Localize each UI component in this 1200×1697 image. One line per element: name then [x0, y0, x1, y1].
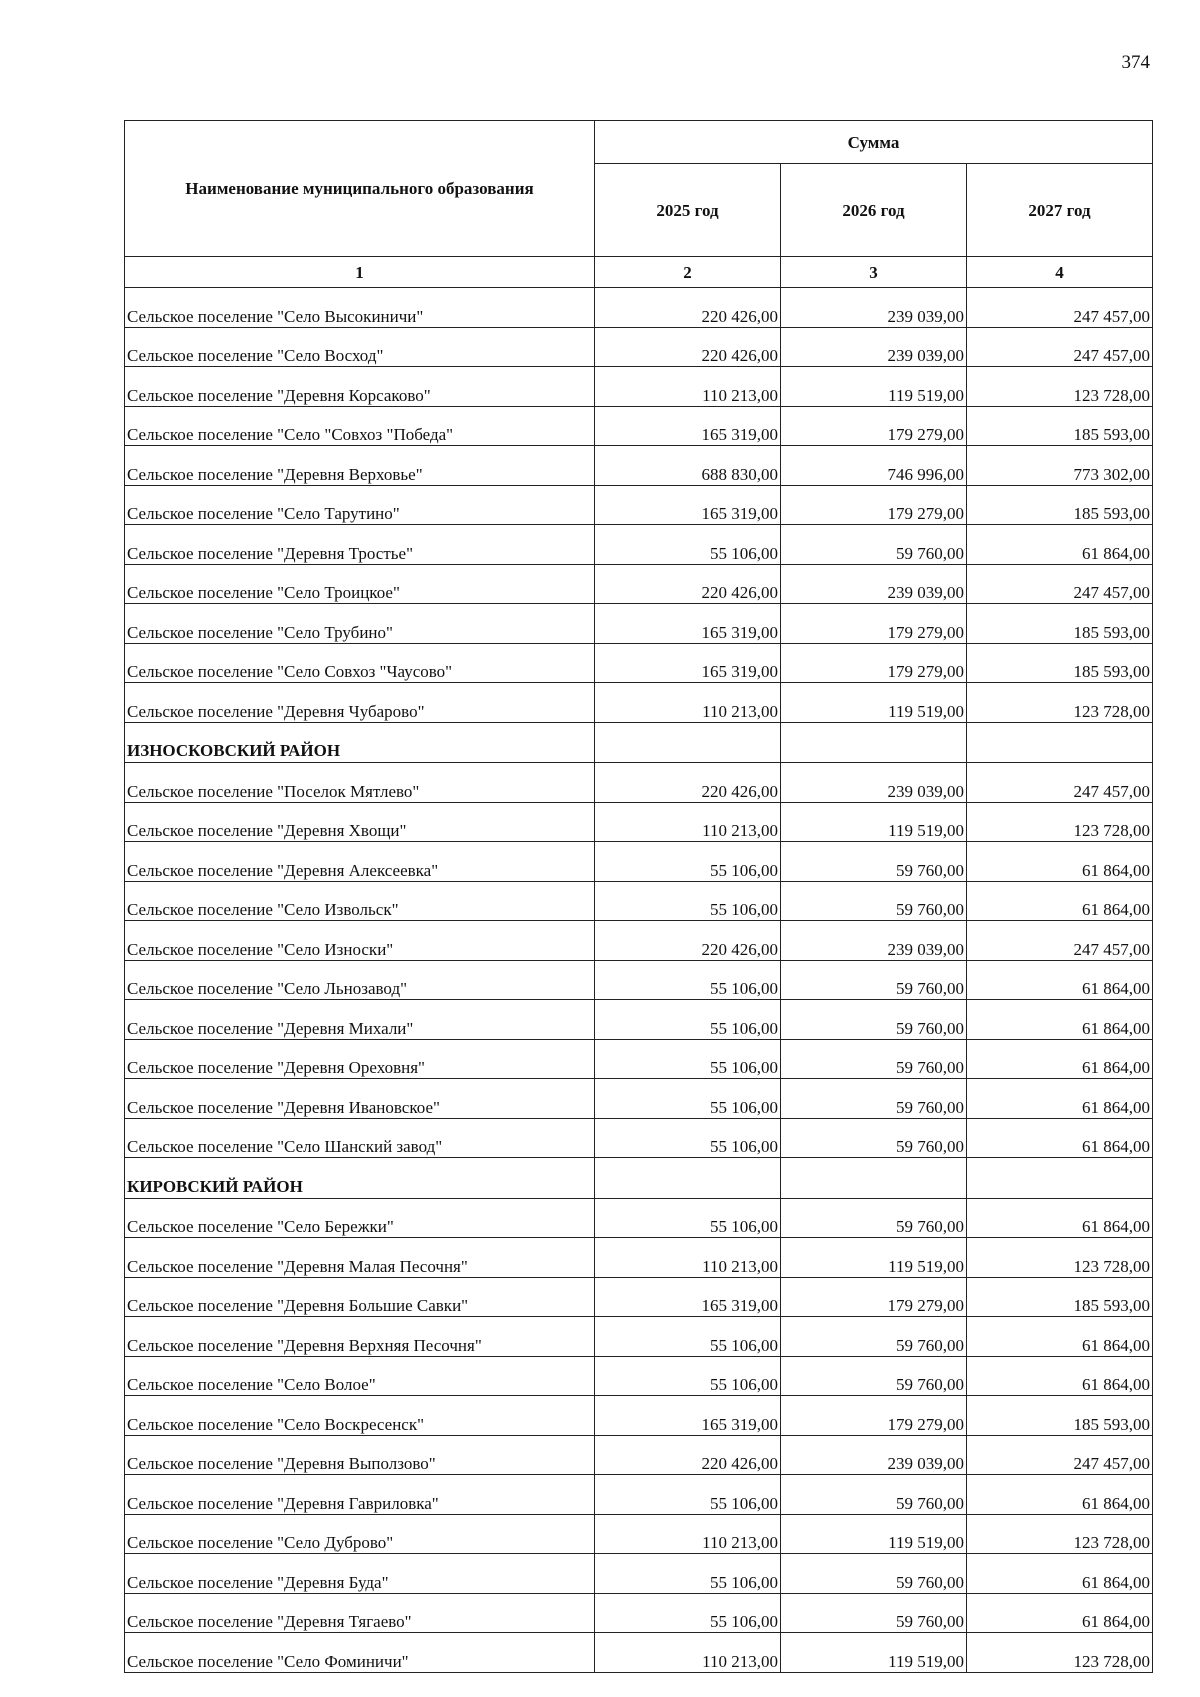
amount-2026: 239 039,00 [781, 288, 967, 328]
settlement-name: Сельское поселение "Село Воскресенск" [125, 1396, 595, 1436]
section-title: ИЗНОСКОВСКИЙ РАЙОН [125, 722, 595, 763]
settlement-name: Сельское поселение "Деревня Корсаково" [125, 367, 595, 407]
table-row [125, 763, 1153, 803]
settlement-name: Сельское поселение "Деревня Гавриловка" [125, 1475, 595, 1515]
amount-2026: 59 760,00 [781, 1356, 967, 1396]
column-header-2027: 2027 год [967, 164, 1153, 257]
amount-2027: 185 593,00 [967, 406, 1153, 446]
amount-2025: 110 213,00 [595, 1514, 781, 1554]
table-row [125, 485, 1153, 525]
budget-table [124, 120, 1153, 1673]
amount-2026: 119 519,00 [781, 683, 967, 723]
amount-2026: 746 996,00 [781, 446, 967, 486]
settlement-name: Сельское поселение "Село Извольск" [125, 881, 595, 921]
settlement-name: Сельское поселение "Село Шанский завод" [125, 1118, 595, 1158]
settlement-name: Сельское поселение "Деревня Верховье" [125, 446, 595, 486]
table-row [125, 564, 1153, 604]
column-number: 1 [125, 257, 595, 288]
settlement-name: Сельское поселение "Деревня Выползово" [125, 1435, 595, 1475]
settlement-name: Сельское поселение "Деревня Ореховня" [125, 1039, 595, 1079]
settlement-name: Сельское поселение "Деревня Малая Песочня" [125, 1238, 595, 1278]
amount-2027: 123 728,00 [967, 1238, 1153, 1278]
amount-2025: 220 426,00 [595, 921, 781, 961]
amount-2026: 59 760,00 [781, 1118, 967, 1158]
amount-2026: 119 519,00 [781, 1238, 967, 1278]
amount-2027: 185 593,00 [967, 643, 1153, 683]
column-header-name: Наименование муниципального образования [125, 121, 595, 257]
amount-2027: 185 593,00 [967, 1396, 1153, 1436]
amount-2025: 165 319,00 [595, 1277, 781, 1317]
amount-2027: 61 864,00 [967, 960, 1153, 1000]
amount-2027: 123 728,00 [967, 1633, 1153, 1673]
table-row [125, 643, 1153, 683]
table-row [125, 1317, 1153, 1357]
settlement-name: Сельское поселение "Поселок Мятлево" [125, 763, 595, 803]
amount-2026: 179 279,00 [781, 485, 967, 525]
table-row [125, 802, 1153, 842]
amount-2027: 61 864,00 [967, 1118, 1153, 1158]
amount-2027: 123 728,00 [967, 802, 1153, 842]
amount-2027: 773 302,00 [967, 446, 1153, 486]
table-row [125, 604, 1153, 644]
amount-2025: 165 319,00 [595, 604, 781, 644]
amount-2025: 55 106,00 [595, 1118, 781, 1158]
settlement-name: Сельское поселение "Село Тарутино" [125, 485, 595, 525]
table-row [125, 1633, 1153, 1673]
amount-2027: 185 593,00 [967, 604, 1153, 644]
settlement-name: Сельское поселение "Деревня Верхняя Песочня" [125, 1317, 595, 1357]
amount-2027: 61 864,00 [967, 1356, 1153, 1396]
settlement-name: Сельское поселение "Село Совхоз "Чаусово" [125, 643, 595, 683]
amount-2027: 123 728,00 [967, 1514, 1153, 1554]
amount-2025: 55 106,00 [595, 1039, 781, 1079]
amount-2026: 59 760,00 [781, 525, 967, 565]
settlement-name: Сельское поселение "Село Дуброво" [125, 1514, 595, 1554]
amount-2025: 220 426,00 [595, 327, 781, 367]
amount-2025: 165 319,00 [595, 643, 781, 683]
column-header-2026: 2026 год [781, 164, 967, 257]
column-number: 2 [595, 257, 781, 288]
table-row [125, 446, 1153, 486]
settlement-name: Сельское поселение "Село Троицкое" [125, 564, 595, 604]
table-row [125, 1238, 1153, 1278]
amount-2026: 239 039,00 [781, 921, 967, 961]
amount-2027: 61 864,00 [967, 1475, 1153, 1515]
amount-2025: 110 213,00 [595, 1633, 781, 1673]
settlement-name: Сельское поселение "Село Льнозавод" [125, 960, 595, 1000]
table-row [125, 683, 1153, 723]
amount-2026: 239 039,00 [781, 327, 967, 367]
settlement-name: Сельское поселение "Деревня Ивановское" [125, 1079, 595, 1119]
amount-2027: 247 457,00 [967, 1435, 1153, 1475]
amount-2025: 55 106,00 [595, 881, 781, 921]
amount-2027: 247 457,00 [967, 288, 1153, 328]
amount-2026: 59 760,00 [781, 1039, 967, 1079]
amount-2026: 59 760,00 [781, 881, 967, 921]
amount-2026: 119 519,00 [781, 1633, 967, 1673]
column-number: 4 [967, 257, 1153, 288]
table-row [125, 1079, 1153, 1119]
table-row [125, 327, 1153, 367]
settlement-name: Сельское поселение "Село Трубино" [125, 604, 595, 644]
amount-2025: 55 106,00 [595, 960, 781, 1000]
amount-2026: 179 279,00 [781, 1277, 967, 1317]
empty-cell [595, 722, 781, 763]
amount-2025: 220 426,00 [595, 288, 781, 328]
amount-2025: 165 319,00 [595, 485, 781, 525]
amount-2026: 59 760,00 [781, 842, 967, 882]
table-row [125, 1118, 1153, 1158]
table-row [125, 367, 1153, 407]
section-row [125, 1158, 1153, 1199]
column-number-row [125, 257, 1153, 288]
table-row [125, 1396, 1153, 1436]
section-row [125, 722, 1153, 763]
amount-2025: 55 106,00 [595, 1079, 781, 1119]
settlement-name: Сельское поселение "Село Волое" [125, 1356, 595, 1396]
amount-2027: 185 593,00 [967, 485, 1153, 525]
settlement-name: Сельское поселение "Деревня Большие Савки" [125, 1277, 595, 1317]
table-row [125, 1554, 1153, 1594]
amount-2027: 61 864,00 [967, 1039, 1153, 1079]
empty-cell [967, 722, 1153, 763]
amount-2025: 55 106,00 [595, 1356, 781, 1396]
table-row [125, 1277, 1153, 1317]
table-row [125, 1039, 1153, 1079]
table-row [125, 1514, 1153, 1554]
table-row [125, 1593, 1153, 1633]
settlement-name: Сельское поселение "Село Фоминичи" [125, 1633, 595, 1673]
table-row [125, 1198, 1153, 1238]
amount-2025: 55 106,00 [595, 1000, 781, 1040]
settlement-name: Сельское поселение "Село Высокиничи" [125, 288, 595, 328]
amount-2026: 59 760,00 [781, 1554, 967, 1594]
amount-2027: 61 864,00 [967, 1198, 1153, 1238]
table-row [125, 960, 1153, 1000]
amount-2026: 179 279,00 [781, 643, 967, 683]
amount-2026: 239 039,00 [781, 564, 967, 604]
amount-2027: 61 864,00 [967, 1554, 1153, 1594]
amount-2027: 247 457,00 [967, 763, 1153, 803]
amount-2025: 110 213,00 [595, 802, 781, 842]
amount-2027: 61 864,00 [967, 881, 1153, 921]
empty-cell [595, 1158, 781, 1199]
amount-2027: 61 864,00 [967, 1000, 1153, 1040]
amount-2025: 55 106,00 [595, 842, 781, 882]
amount-2027: 185 593,00 [967, 1277, 1153, 1317]
column-header-sum: Сумма [595, 121, 1153, 164]
amount-2027: 247 457,00 [967, 921, 1153, 961]
table-row [125, 881, 1153, 921]
table-body [125, 288, 1153, 1673]
amount-2026: 59 760,00 [781, 1198, 967, 1238]
amount-2027: 61 864,00 [967, 1079, 1153, 1119]
amount-2027: 247 457,00 [967, 564, 1153, 604]
amount-2025: 55 106,00 [595, 1593, 781, 1633]
settlement-name: Сельское поселение "Деревня Тростье" [125, 525, 595, 565]
amount-2025: 688 830,00 [595, 446, 781, 486]
amount-2027: 61 864,00 [967, 1593, 1153, 1633]
amount-2026: 179 279,00 [781, 406, 967, 446]
amount-2026: 119 519,00 [781, 367, 967, 407]
settlement-name: Сельское поселение "Деревня Хвощи" [125, 802, 595, 842]
table-row [125, 1356, 1153, 1396]
amount-2025: 220 426,00 [595, 1435, 781, 1475]
page-number: 374 [1121, 52, 1150, 73]
amount-2026: 59 760,00 [781, 1475, 967, 1515]
amount-2026: 119 519,00 [781, 1514, 967, 1554]
settlement-name: Сельское поселение "Село Бережки" [125, 1198, 595, 1238]
settlement-name: Сельское поселение "Село Восход" [125, 327, 595, 367]
table-row [125, 842, 1153, 882]
amount-2025: 220 426,00 [595, 564, 781, 604]
amount-2025: 110 213,00 [595, 1238, 781, 1278]
table-row [125, 406, 1153, 446]
amount-2026: 179 279,00 [781, 604, 967, 644]
column-number: 3 [781, 257, 967, 288]
amount-2026: 59 760,00 [781, 1317, 967, 1357]
amount-2027: 61 864,00 [967, 1317, 1153, 1357]
amount-2026: 59 760,00 [781, 960, 967, 1000]
settlement-name: Сельское поселение "Деревня Тягаево" [125, 1593, 595, 1633]
column-header-2025: 2025 год [595, 164, 781, 257]
amount-2025: 165 319,00 [595, 1396, 781, 1436]
amount-2027: 123 728,00 [967, 367, 1153, 407]
amount-2027: 123 728,00 [967, 683, 1153, 723]
settlement-name: Сельское поселение "Село "Совхоз "Победа" [125, 406, 595, 446]
amount-2026: 179 279,00 [781, 1396, 967, 1436]
amount-2025: 110 213,00 [595, 683, 781, 723]
settlement-name: Сельское поселение "Деревня Михали" [125, 1000, 595, 1040]
table-row [125, 525, 1153, 565]
table-row [125, 1000, 1153, 1040]
amount-2026: 59 760,00 [781, 1079, 967, 1119]
empty-cell [781, 1158, 967, 1199]
settlement-name: Сельское поселение "Деревня Алексеевка" [125, 842, 595, 882]
amount-2026: 59 760,00 [781, 1000, 967, 1040]
amount-2027: 247 457,00 [967, 327, 1153, 367]
amount-2025: 220 426,00 [595, 763, 781, 803]
amount-2026: 59 760,00 [781, 1593, 967, 1633]
amount-2027: 61 864,00 [967, 842, 1153, 882]
settlement-name: Сельское поселение "Деревня Буда" [125, 1554, 595, 1594]
settlement-name: Сельское поселение "Деревня Чубарово" [125, 683, 595, 723]
table-row [125, 288, 1153, 328]
amount-2025: 55 106,00 [595, 1198, 781, 1238]
amount-2025: 55 106,00 [595, 1317, 781, 1357]
table-row [125, 1475, 1153, 1515]
table-row [125, 921, 1153, 961]
amount-2026: 239 039,00 [781, 763, 967, 803]
amount-2025: 55 106,00 [595, 525, 781, 565]
amount-2025: 55 106,00 [595, 1475, 781, 1515]
empty-cell [781, 722, 967, 763]
amount-2026: 119 519,00 [781, 802, 967, 842]
amount-2025: 55 106,00 [595, 1554, 781, 1594]
settlement-name: Сельское поселение "Село Износки" [125, 921, 595, 961]
section-title: КИРОВСКИЙ РАЙОН [125, 1158, 595, 1199]
amount-2027: 61 864,00 [967, 525, 1153, 565]
empty-cell [967, 1158, 1153, 1199]
amount-2026: 239 039,00 [781, 1435, 967, 1475]
table-row [125, 1435, 1153, 1475]
amount-2025: 165 319,00 [595, 406, 781, 446]
table-header [125, 121, 1153, 288]
amount-2025: 110 213,00 [595, 367, 781, 407]
